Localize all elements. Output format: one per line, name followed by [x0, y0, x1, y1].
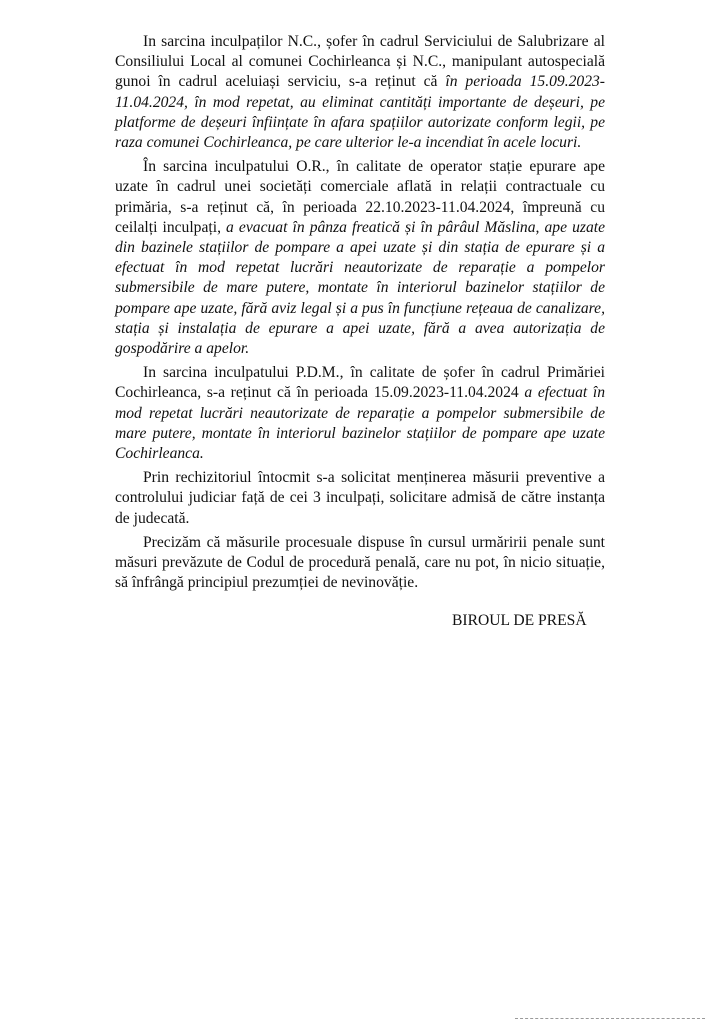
paragraph-italic-text: a evacuat în pânza freatică și în pârâul Măslina, ape uzate din bazinele stațiilor de pompare a apei uzate și din stația de epurare și a efectuat în mod repetat lucrări neautorizate de reparație a pompelor submersibile de mare putere, montate în interiorul bazinelor stațiilor de pompare ape uzate, fără aviz legal și a pus în funcțiune rețeaua de canalizare, stația și instalația de epurare a apei uzate, fără a avea autorizația de gospodărire a apelor. [115, 218, 605, 358]
footer-divider [515, 1018, 705, 1019]
paragraph-italic-text: în perioada 15.09.2023-11.04.2024, în mod repetat, au eliminat cantități importante de deșeuri, pe platforme de deșeuri înființate în afara spațiilor autorizate conform legii, pe raza comunei Cochirleanca, pe care ulterior le-a incendiat în acele locuri. [115, 73, 605, 152]
paragraph-charges-nc [115, 32, 605, 153]
paragraph-text: Prin rechizitoriul întocmit s-a solicitat menținerea măsurii preventive a controlului judiciar față de cei 3 inculpați, solicitare admisă de către instanța de judecată. [115, 469, 605, 527]
paragraph-judicial-control [115, 468, 605, 529]
paragraph-charges-or [115, 157, 605, 359]
document-body [115, 32, 605, 593]
paragraph-text: In sarcina inculpatului P.D.M., în calitate de șofer în cadrul Primăriei Cochirleanca, s-a reținut că în perioada 15.09.2023-11.04.2024 [115, 364, 605, 402]
paragraph-presumption-of-innocence [115, 533, 605, 594]
press-office-signature: BIROUL DE PRESĂ [452, 612, 587, 629]
paragraph-text: In sarcina inculpaților N.C., șofer în cadrul Serviciului de Salubrizare al Consiliului Local al comunei Cochirleanca și N.C., manipulant autospecială gunoi în cadrul aceluiași serviciu, s-a reținut că [115, 33, 605, 91]
paragraph-italic-text: a efectuat în mod repetat lucrări neautorizate de reparație a pompelor submersibile de mare putere, montate în interiorul bazinelor stațiilor de pompare ape uzate Cochirleanca. [115, 384, 606, 463]
paragraph-text: În sarcina inculpatului O.R., în calitate de operator stație epurare ape uzate în cadrul unei societăți comerciale aflată in relații contractuale cu primăria, s-a reținut că, în perioada 22.10.2023-11.04.2024, împreună cu ceilalți inculpați, [115, 158, 605, 236]
paragraph-text: Precizăm că măsurile procesuale dispuse în cursul urmăririi penale sunt măsuri prevăzute de Codul de procedură penală, care nu pot, în nicio situație, să înfrângă principiul prezumției de nevinovăție. [115, 533, 605, 592]
paragraph-charges-pdm [115, 363, 605, 464]
